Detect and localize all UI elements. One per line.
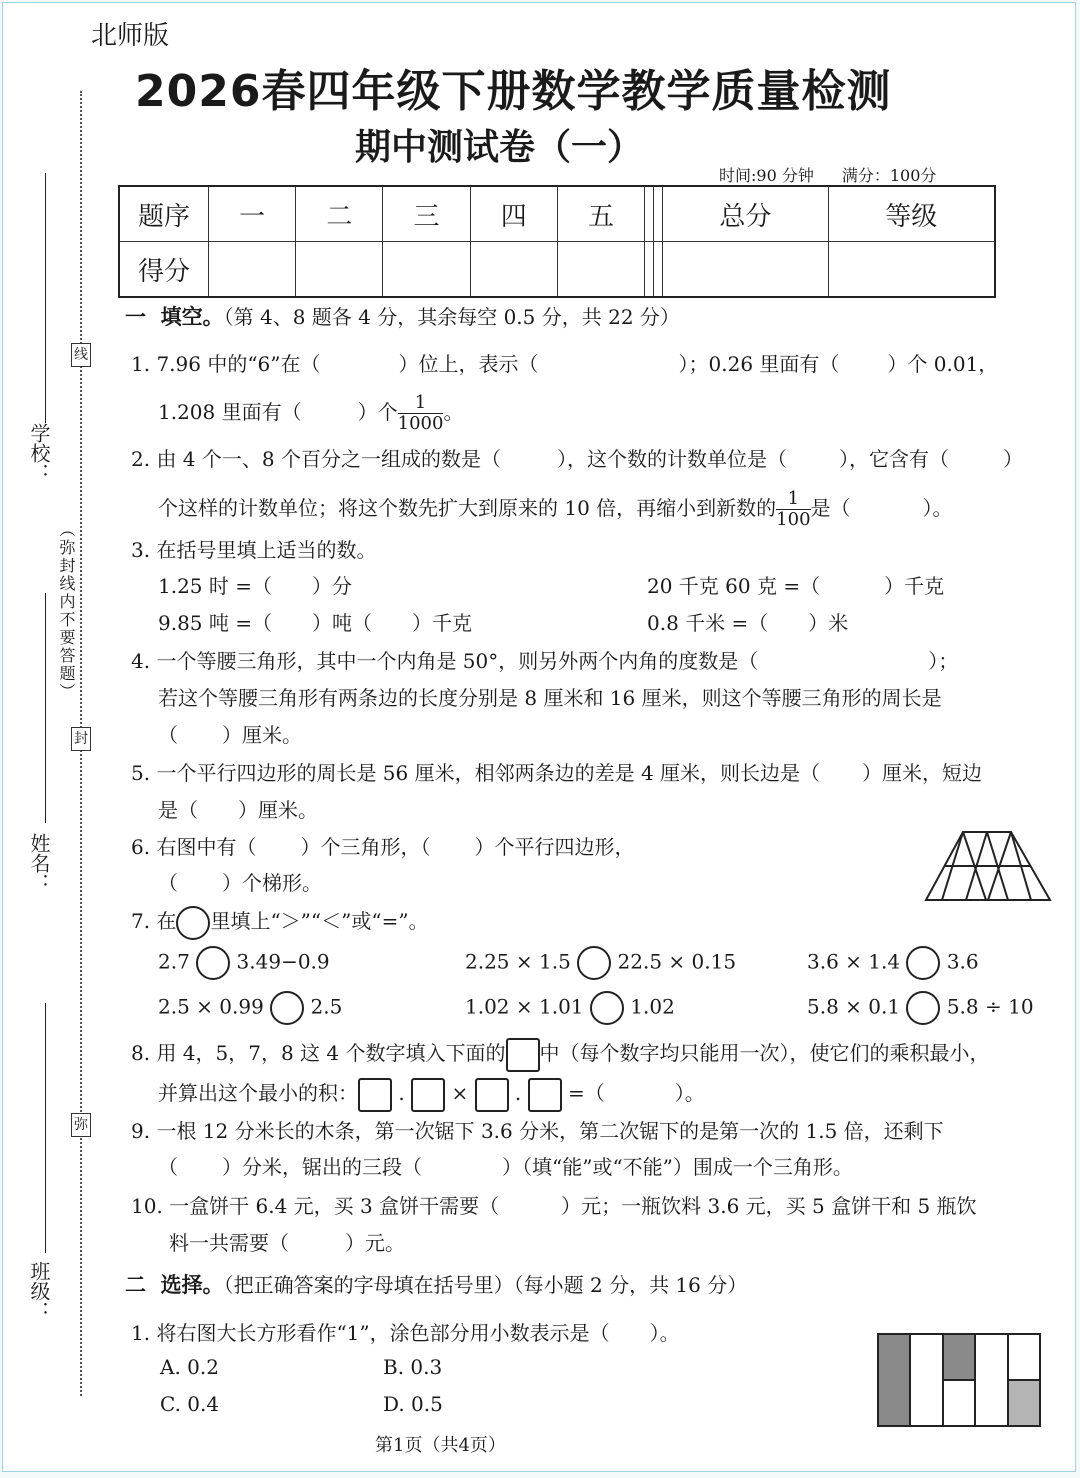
compare-item: 5.8 × 0.1 5.8 ÷ 10 [807, 991, 1034, 1025]
choice-option-b[interactable]: B. 0.3 [383, 1355, 443, 1379]
score-input-cell[interactable] [828, 242, 995, 298]
name-label: 姓名： [27, 833, 51, 893]
question-10-line2: 料一共需要（ ）元。 [169, 1231, 405, 1255]
compare-circle [176, 906, 210, 940]
exam-page [2, 2, 1076, 1472]
question-4-line3: （ ）厘米。 [158, 723, 302, 747]
score-table [118, 185, 996, 298]
score-cell [645, 186, 654, 242]
question-3-title: 3. 在括号里填上适当的数。 [131, 538, 377, 562]
compare-circle[interactable] [577, 946, 611, 980]
question-9-line2: （ ）分米，锯出的三段（ ）（填“能”或“不能”）围成一个三角形。 [158, 1155, 853, 1179]
section-1-heading [125, 301, 680, 331]
section-2-heading [125, 1269, 747, 1299]
shaded-rectangle-figure [875, 1331, 1043, 1429]
score-table-header-row [119, 186, 995, 242]
question-1-line2: 1.208 里面有（ ）个 $\frac{1}{1000}$ 。 [158, 392, 464, 434]
section-note: （第 4、8 题各 4 分，其余每空 0.5 分，共 22 分） [223, 305, 680, 329]
seal-mark-mi: 弥 [71, 1113, 91, 1137]
section-number: 一 [125, 304, 146, 329]
question-7-line: 7. 在 里填上“＞”“＜”或“=”。 [131, 905, 429, 940]
choice-1-question: 1. 将右图大长方形看作“1”，涂色部分用小数表示是（ ）。 [131, 1321, 680, 1345]
exam-meta [719, 163, 936, 186]
question-5-line1: 5. 一个平行四边形的周长是 56 厘米，相邻两条边的差是 4 厘米，则长边是（ ）厘米，短边 [131, 761, 983, 785]
score-input-cell[interactable] [470, 242, 557, 298]
score-input-cell[interactable] [663, 242, 828, 298]
score-input-cell[interactable] [209, 242, 296, 298]
digit-box[interactable] [528, 1078, 562, 1112]
question-2-line1: 2. 由 4 个一、8 个百分之一组成的数是（ ），这个数的计数单位是（ ），它含有（ ） [131, 447, 1023, 471]
score-input-cell[interactable] [654, 242, 663, 298]
score-cell: 四 [470, 186, 557, 242]
score-row-label: 得分 [119, 242, 209, 298]
fraction: $\frac{1}{1000}$ [397, 392, 444, 434]
school-underline [45, 173, 46, 423]
seal-note: （弥封线内不要答题） [57, 521, 76, 701]
question-3-item: 1.25 时 =（ ）分 [158, 574, 353, 598]
question-6-line1: 6. 右图中有（ ）个三角形，（ ）个平行四边形， [131, 835, 635, 859]
class-label: 班级： [27, 1261, 51, 1321]
score-table-score-row [119, 242, 995, 298]
name-underline [45, 593, 46, 823]
compare-item: 2.25 × 1.5 22.5 × 0.15 [465, 946, 736, 980]
score-cell: 一 [209, 186, 296, 242]
choice-option-c[interactable]: C. 0.4 [160, 1392, 220, 1416]
question-6-line2: （ ）个梯形。 [158, 871, 322, 895]
compare-item: 3.6 × 1.4 3.6 [807, 946, 979, 980]
question-9-line1: 9. 一根 12 分米长的木条，第一次锯下 3.6 分米，第二次锯下的是第一次的 1.5 倍，还剩下 [131, 1119, 944, 1143]
section-title: 选择。 [160, 1272, 224, 1297]
score-input-cell[interactable] [645, 242, 654, 298]
question-4-line2: 若这个等腰三角形有两条边的长度分别是 8 厘米和 16 厘米，则这个等腰三角形的周长是 [158, 686, 942, 710]
question-3-item: 9.85 吨 =（ ）吨（ ）千克 [158, 611, 473, 635]
digit-box [506, 1038, 540, 1072]
class-underline [45, 1003, 46, 1253]
compare-circle[interactable] [196, 946, 230, 980]
score-input-cell[interactable] [383, 242, 470, 298]
compare-circle[interactable] [906, 991, 940, 1025]
digit-box[interactable] [358, 1078, 392, 1112]
question-8-line1: 8. 用 4，5，7，8 这 4 个数字填入下面的 中（每个数字均只能用一次），使它们的乘积最小， [131, 1037, 990, 1072]
choice-option-d[interactable]: D. 0.5 [383, 1392, 443, 1416]
school-label: 学校： [27, 423, 51, 483]
compare-item: 1.02 × 1.01 1.02 [465, 991, 675, 1025]
compare-circle[interactable] [270, 991, 304, 1025]
seal-mark-line: 线 [71, 343, 91, 367]
score-input-cell[interactable] [557, 242, 644, 298]
score-cell: 五 [557, 186, 644, 242]
section-number: 二 [125, 1272, 146, 1297]
score-cell: 题序 [119, 186, 209, 242]
page-subtitle: 期中测试卷（一） [355, 127, 644, 168]
score-cell: 总分 [663, 186, 828, 242]
compare-circle[interactable] [590, 991, 624, 1025]
question-5-line2: 是（ ）厘米。 [158, 798, 318, 822]
digit-box[interactable] [475, 1078, 509, 1112]
question-3-item: 0.8 千米 =（ ）米 [647, 611, 849, 635]
score-input-cell[interactable] [296, 242, 383, 298]
full-score: 满分：100分 [841, 166, 937, 185]
score-cell: 等级 [828, 186, 995, 242]
page-footer: 第1页（共4页） [375, 1435, 506, 1456]
compare-circle[interactable] [906, 946, 940, 980]
section-title: 填空。 [160, 304, 224, 329]
score-cell: 二 [296, 186, 383, 242]
time-limit: 时间:90 分钟 [719, 166, 814, 185]
question-10-line1: 10. 一盒饼干 6.4 元，买 3 盒饼干需要（ ）元；一瓶饮料 3.6 元，买 5 盒饼干和 5 瓶饮 [131, 1194, 977, 1218]
triangle-trapezoid-figure [923, 829, 1053, 903]
section-note: （把正确答案的字母填在括号里）（每小题 2 分，共 16 分） [223, 1273, 748, 1297]
choice-option-a[interactable]: A. 0.2 [160, 1355, 219, 1379]
score-cell [654, 186, 663, 242]
publisher-label: 北师版 [91, 21, 170, 51]
question-3-item: 20 千克 60 克 =（ ）千克 [647, 574, 945, 598]
score-cell: 三 [383, 186, 470, 242]
digit-box[interactable] [411, 1078, 445, 1112]
question-4-line1: 4. 一个等腰三角形，其中一个内角是 50°，则另外两个内角的度数是（ ）； [131, 649, 959, 673]
question-8-line2: 并算出这个最小的积： . × . =（ ）。 [158, 1077, 705, 1112]
compare-item: 2.7 3.49−0.9 [158, 946, 330, 980]
fraction: $\frac{1}{100}$ [776, 488, 811, 530]
seal-mark-feng: 封 [71, 727, 91, 751]
page-title: 2026春四年级下册数学教学质量检测 [135, 66, 892, 117]
question-1-line1: 1. 7.96 中的“6”在（ ）位上，表示（ ）；0.26 里面有（ ）个 0.01， [131, 352, 999, 376]
question-2-line2: 个这样的计数单位；将这个数先扩大到原来的 10 倍，再缩小到新数的 $\frac{1}{100}$ 是（ ）。 [158, 488, 953, 530]
compare-item: 2.5 × 0.99 2.5 [158, 991, 342, 1025]
